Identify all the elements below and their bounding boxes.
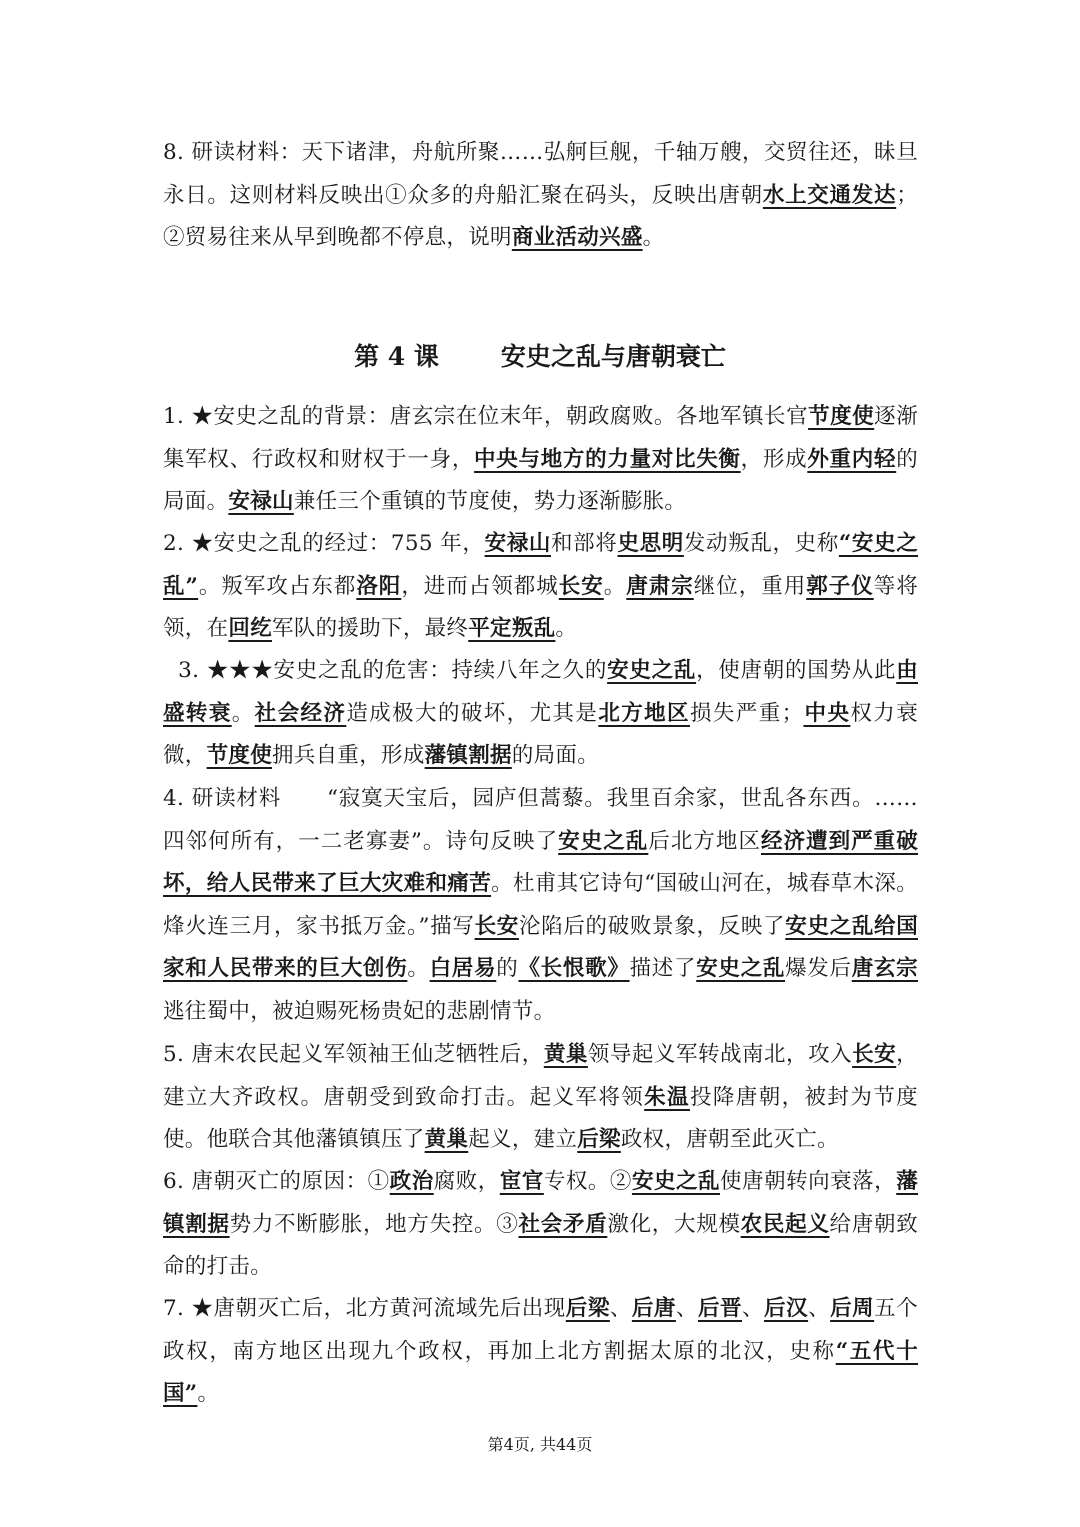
paragraph-text: 军队的援助下，最终 xyxy=(272,616,469,641)
key-term: 史思明 xyxy=(617,531,684,556)
key-term: 后唐 xyxy=(631,1296,676,1321)
key-term: 由盛转衰 xyxy=(163,658,919,726)
paragraph-point-1 xyxy=(163,396,918,524)
paragraph-text: 造成极大的破坏，尤其是 xyxy=(346,700,599,726)
key-term: 北方地区 xyxy=(598,700,690,726)
paragraph-text: 8. 研读材料：天下诸津，舟航所聚……弘舸巨舰，千轴万艘，交贸往还，昧旦永日。这则材料反映出①众多的舟船汇聚在码头，反映出唐朝 xyxy=(163,140,918,208)
paragraph-point-7 xyxy=(163,1288,918,1416)
paragraph-text: 投降唐朝，被封为节度使。他联合其他藩镇镇压了 xyxy=(163,1084,918,1152)
key-term: 安史之乱 xyxy=(558,828,649,854)
key-term: 外重内轻 xyxy=(807,446,897,472)
paragraph-text: 使唐朝转向衰落， xyxy=(720,1169,897,1194)
key-term: 唐肃宗 xyxy=(626,573,694,599)
paragraph-point-4 xyxy=(163,778,918,1033)
page-number-footer: 第4页, 共44页 xyxy=(487,1435,593,1454)
paragraph-text: 的 xyxy=(496,956,519,981)
key-term: 黄巢 xyxy=(424,1127,469,1152)
paragraph-text: ；②贸易往来从早到晚都不停息，说明 xyxy=(163,182,918,250)
paragraph-text: 的局面。 xyxy=(511,743,600,768)
key-term: 后汉 xyxy=(764,1296,809,1321)
paragraph-text: 腐败， xyxy=(433,1169,500,1194)
paragraph-text: ，形成 xyxy=(740,446,808,472)
paragraph-text: 、 xyxy=(742,1296,765,1321)
key-term: 中央 xyxy=(803,700,851,726)
key-term: 水上交通发达 xyxy=(762,182,897,208)
key-term: 商业活动兴盛 xyxy=(511,225,643,250)
key-term: 郭子仪 xyxy=(806,573,874,599)
paragraph-text: 五个政权，南方地区出现九个政权，再加上北方割据太原的北汉，史称 xyxy=(163,1296,918,1364)
paragraph-text: 、 xyxy=(808,1296,831,1321)
key-term: 节度使 xyxy=(206,743,273,768)
key-term: 中央与地方的力量对比失衡 xyxy=(474,446,741,472)
key-term: 安史之乱 xyxy=(607,658,697,683)
key-term: 藩镇割据 xyxy=(163,1169,919,1237)
key-term: 安史之乱 xyxy=(631,1169,721,1194)
paragraph-text: 1. ★安史之乱的背景：唐玄宗在位末年，朝政腐败。各地军镇长官 xyxy=(163,404,809,429)
paragraph-text: 。 xyxy=(603,573,627,599)
key-term: 白居易 xyxy=(429,956,497,981)
lesson-number: 第 4 课 xyxy=(354,342,439,371)
paragraph-text: 沦陷后的破败景象，反映了 xyxy=(518,913,786,939)
paragraph-text: ，进而占领都城 xyxy=(401,573,559,599)
paragraph-text: 。 xyxy=(231,700,255,726)
paragraph-text: 、 xyxy=(609,1296,632,1321)
paragraph-text: ，使唐朝的国势从此 xyxy=(696,658,897,683)
paragraph-text: 激化，大规模 xyxy=(607,1211,741,1237)
paragraph-text: 3. ★★★安史之乱的危害：持续八年之久的 xyxy=(163,658,608,683)
key-term: 《长恨歌》 xyxy=(518,956,630,981)
paragraph-material-8 xyxy=(163,132,918,260)
key-term: 安禄山 xyxy=(228,489,294,514)
lesson-title: 安史之乱与唐朝衰亡 xyxy=(500,342,726,371)
paragraph-text: 。叛军攻占东都 xyxy=(198,573,357,599)
paragraph-text: 、 xyxy=(675,1296,698,1321)
paragraph-point-2 xyxy=(163,523,918,651)
paragraph-text: 发动叛乱，史称 xyxy=(683,531,839,556)
paragraph-text: 的局面。 xyxy=(163,446,918,514)
paragraph-text: 起义，建立 xyxy=(468,1127,578,1152)
lesson-heading xyxy=(0,335,1080,379)
key-term: 安史之乱给国家和人民带来的巨大创伤 xyxy=(163,913,918,981)
paragraph-text: 势力不断膨胀，地方失控。③ xyxy=(229,1211,519,1237)
key-term: 洛阳 xyxy=(356,573,402,599)
paragraph-text: 给唐朝致命的打击。 xyxy=(163,1211,918,1279)
paragraph-text: 描述了 xyxy=(629,956,697,981)
key-term: 安禄山 xyxy=(484,531,552,556)
key-term: 后周 xyxy=(830,1296,875,1321)
key-term: 安史之乱 xyxy=(696,956,786,981)
paragraph-text: 。 xyxy=(555,616,578,641)
key-term: 后晋 xyxy=(697,1296,742,1321)
key-term: 后梁 xyxy=(577,1127,621,1152)
paragraph-text: 。 xyxy=(642,225,665,250)
key-term: 社会经济 xyxy=(254,700,347,726)
key-term: “五代十国” xyxy=(163,1338,918,1406)
paragraph-text: 权力衰微， xyxy=(163,700,918,768)
paragraph-point-3 xyxy=(163,650,918,778)
paragraph-text: 专权。② xyxy=(543,1169,632,1194)
paragraph-text: 逐渐集军权、行政权和财权于一身， xyxy=(163,404,918,472)
paragraph-text: 7. ★唐朝灭亡后，北方黄河流域先后出现 xyxy=(163,1296,566,1321)
key-term: 经济遭到严重破坏，给人民带来了巨大灾难和痛苦 xyxy=(163,828,918,896)
key-term: 宦官 xyxy=(499,1169,544,1194)
key-term: 藩镇割据 xyxy=(424,743,512,768)
paragraph-text: 。杜甫其它诗句“国破山河在，城春草木深。烽火连三月，家书抵万金。”描写 xyxy=(163,871,918,939)
key-term: 回纥 xyxy=(228,616,273,641)
key-term: 政治 xyxy=(389,1169,434,1194)
key-term: 长安 xyxy=(474,913,519,939)
paragraph-text: 政权，唐朝至此灭亡。 xyxy=(620,1127,839,1152)
paragraph-text: 和部将 xyxy=(551,531,618,556)
paragraph-text: 领导起义军转战南北，攻入 xyxy=(587,1042,853,1067)
paragraph-point-6 xyxy=(163,1161,918,1289)
key-term: 农民起义 xyxy=(740,1211,830,1237)
paragraph-text: 4. 研读材料 “寂寞天宝后，园庐但蒿藜。我里百余家，世乱各东西。……四邻何所有，一二老寡妻”。诗句反映了 xyxy=(163,786,918,854)
key-term: 长安 xyxy=(558,573,604,599)
key-term: 黄巢 xyxy=(543,1042,588,1067)
paragraph-text: 2. ★安史之乱的经过：755 年， xyxy=(163,531,485,556)
key-term: 社会矛盾 xyxy=(518,1211,608,1237)
paragraph-text: ，建立大齐政权。唐朝受到致命打击。起义军将领 xyxy=(163,1042,918,1110)
paragraph-text: 拥兵自重，形成 xyxy=(272,743,425,768)
paragraph-text: 5. 唐末农民起义军领袖王仙芝牺牲后， xyxy=(163,1042,544,1067)
key-term: 长安 xyxy=(852,1042,897,1067)
paragraph-text: 爆发后 xyxy=(785,956,852,981)
key-term: 节度使 xyxy=(808,404,875,429)
paragraph-point-5 xyxy=(163,1034,918,1162)
paragraph-text: 等将领，在 xyxy=(163,573,918,641)
key-term: 唐玄宗 xyxy=(851,956,918,981)
key-term: 后梁 xyxy=(565,1296,610,1321)
key-term: 朱温 xyxy=(644,1084,690,1110)
paragraph-text: 。 xyxy=(197,1381,220,1406)
paragraph-text: 6. 唐朝灭亡的原因：① xyxy=(163,1169,390,1194)
paragraph-text: 继位，重用 xyxy=(693,573,807,599)
paragraph-text: 。 xyxy=(407,956,430,981)
paragraph-text: 后北方地区 xyxy=(648,828,761,854)
key-term: 平定叛乱 xyxy=(468,616,556,641)
paragraph-text: 逃往蜀中，被迫赐死杨贵妃的悲剧情节。 xyxy=(163,998,556,1024)
paragraph-text: 兼任三个重镇的节度使，势力逐渐膨胀。 xyxy=(293,489,687,514)
paragraph-text: 损失严重； xyxy=(689,700,804,726)
key-term: “安史之乱” xyxy=(163,531,919,599)
